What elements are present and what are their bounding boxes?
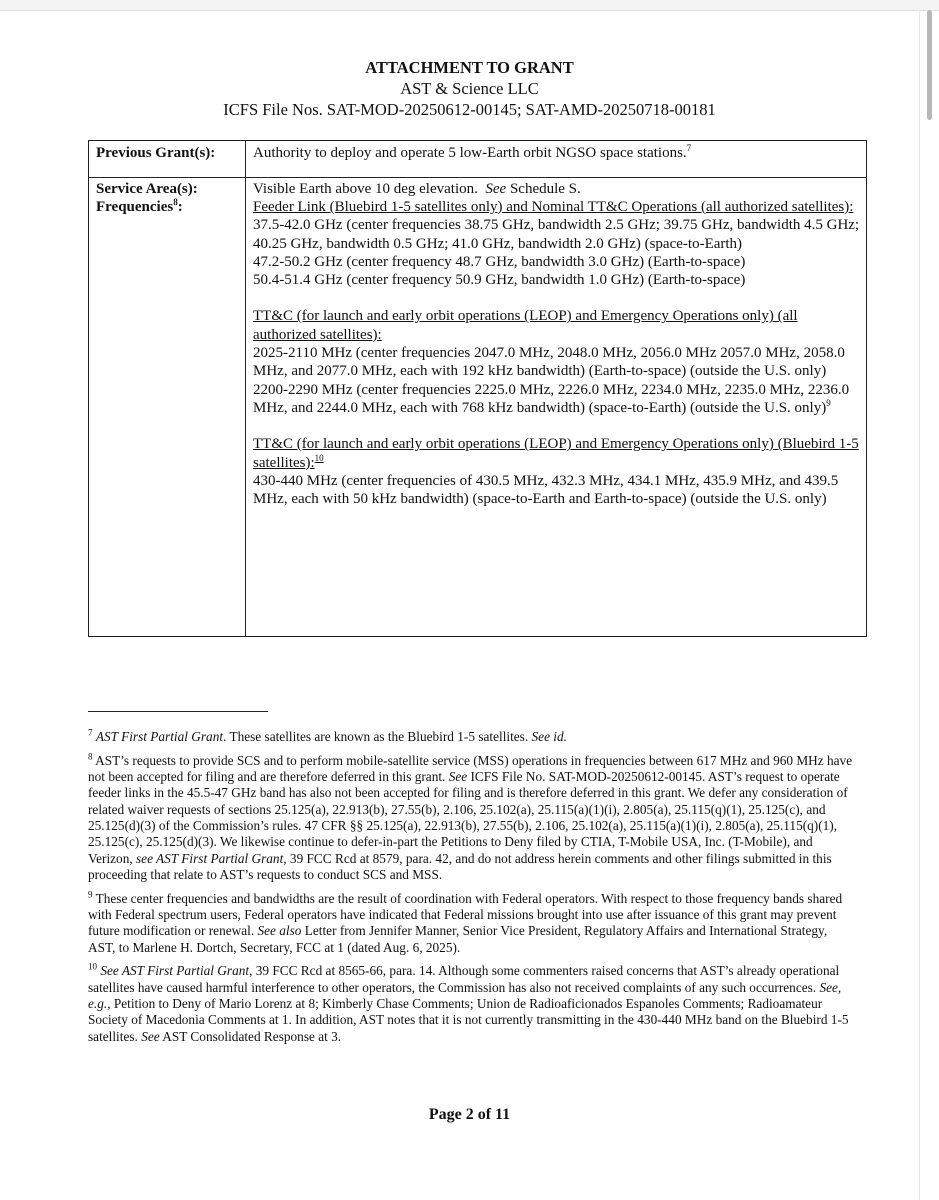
frequency-line: 50.4-51.4 GHz (center frequency 50.9 GHz, bandwidth 1.0 GHz) (Earth-to-space) [253, 272, 746, 289]
footnote-10 [88, 963, 854, 1044]
footnote-text [88, 891, 854, 956]
citation-text: See AST First Partial Grant [100, 963, 250, 979]
footnote-ref-7[interactable]: 7 [686, 143, 692, 153]
frequency-block-heading: TT&C (for launch and early orbit operations (LEOP) and Emergency Operations only) (all authorized satellites): [253, 308, 798, 343]
footnote-separator [88, 711, 268, 712]
frequency-block-heading: TT&C (for launch and early orbit operations (LEOP) and Emergency Operations only) (Bluebird 1-5 satellites):$^{10}$ [253, 436, 859, 471]
document-header [0, 57, 939, 120]
see-reference: See [485, 181, 507, 197]
frequency-line: 2200-2290 MHz (center frequencies 2225.0 MHz, 2226.0 MHz, 2234.0 MHz, 2235.0 MHz, 2236.0 MHz, and 2244.0 MHz, each with 768 kHz bandwidth) (space-to-Earth) (outside the U.S. only)$^9$ [253, 381, 850, 416]
table-row-divider [89, 177, 866, 178]
footnote-segment: . These satellites are known as the Bluebird 1-5 satellites. [223, 729, 532, 744]
block-gap [253, 289, 861, 307]
citation-text: See, e.g. [88, 979, 842, 1011]
footnote-text [88, 963, 854, 1044]
frequency-line: 37.5-42.0 GHz (center frequencies 38.75 GHz, bandwidth 2.5 GHz; 39.75 GHz, bandwidth 4.5 GHz; 40.25 GHz, bandwidth 0.5 GHz; 41.0 GHz, bandwidth 2.0 GHz) (space-to-Earth) [253, 217, 860, 252]
footnote-number: 9 [88, 889, 93, 900]
citation-text: AST First Partial Grant [95, 729, 224, 744]
frequency-line: 2025-2110 MHz (center frequencies 2047.0 MHz, 2048.0 MHz, 2056.0 MHz 2057.0 MHz, 2058.0 MHz, and 2077.0 MHz, each with 192 kHz bandwidth) (Earth-to-space) (outside the U.S. only) [253, 345, 845, 380]
citation-text: See also [257, 923, 302, 939]
block-gap [253, 417, 861, 435]
page-number: Page 2 of 11 [428, 1106, 511, 1123]
footnote-9 [88, 891, 854, 956]
previous-grant-value: Authority to deploy and operate 5 low-Earth orbit NGSO space stations.$^7$ [253, 143, 692, 161]
page-top-edge [0, 0, 939, 11]
footnote-text [88, 729, 854, 745]
footnote-segment: AST Consolidated Response at 3. [159, 1028, 342, 1044]
footnote-number: 10 [88, 961, 97, 972]
table-column-divider [245, 141, 246, 636]
document-title: ATTACHMENT TO GRANT [365, 58, 574, 77]
frequency-line: 47.2-50.2 GHz (center frequency 48.7 GHz, bandwidth 3.0 GHz) (Earth-to-space) [253, 253, 746, 270]
footnote-ref-10[interactable]: 10 [314, 452, 324, 463]
frequency-block-heading: Feeder Link (Bluebird 1-5 satellites only) and Nominal TT&C Operations (all authorized satellites): [253, 199, 854, 215]
footnote-segment: Letter from Jennifer Manner, Senior Vice President, Regulatory Affairs and International Strategy, AST, to Marlene H. Dortch, Secretary, FCC at 1 (dated Aug. 6, 2025). [88, 923, 828, 955]
footnote-segment: , 39 FCC Rcd at 8565-66, para. 14. Although some commenters raised concerns that AST’s already operational satellites have caused harmful interference to other operators, the Commission has also not received complaints of any such occurrences. [88, 963, 840, 995]
footnote-8 [88, 753, 854, 883]
service-area-label: Service Area(s): [96, 181, 198, 197]
company-name: AST & Science LLC [400, 79, 539, 98]
grant-table [88, 140, 867, 637]
footnotes [88, 729, 854, 1052]
citation-text: See [141, 1028, 160, 1044]
frequencies-label: Frequencies$^8$: [96, 197, 183, 215]
footnote-number: 7 [88, 727, 93, 738]
citation-text: See id. [531, 729, 567, 744]
service-area-value: Visible Earth above 10 deg elevation. See Schedule S. [253, 181, 581, 197]
footnote-segment: ICFS File No. SAT-MOD-20250612-00145. AST’s request to operate feeder links in the 45.5-47 GHz band has also not been accepted for filing and is therefore deferred in this grant. We defer any consideration of related waiver requests of sections 25.125(a), 22.913(b), 27.55(b), 2.106, 25.102(a), 25.115(a)(1)(i), 2.805(a), 25.115(q)(1), 25.125(c), and 25.125(d)(3) of the Commission’s rules. 47 CFR §§ 25.125(a), 22.913(b), 27.55(b), 2.106, 25.102(a), 25.115(a)(1)(i), 2.805(a), 25.115(q)(1), 25.125(c), 25.125(d)(3). We likewise continue to defer-in-part the Petitions to Deny filed by CTIA, T-Mobile USA, Inc. (T-Mobile), and Verizon, [88, 769, 848, 866]
footnote-7 [88, 729, 854, 745]
frequency-line: 430-440 MHz (center frequencies of 430.5 MHz, 432.3 MHz, 434.1 MHz, 435.9 MHz, and 439.5 MHz, each with 50 kHz bandwidth) (space-to-Earth and Earth-to-space) (outside the U.S. only) [253, 472, 839, 508]
footnote-ref-8[interactable]: 8 [173, 197, 178, 207]
footnote-segment: , 39 FCC Rcd at 8579, para. 42, and do not address herein comments and other filings submitted in this proceeding that relate to AST’s requests to conduct SCS and MSS. [88, 850, 832, 882]
footnote-segment: AST’s requests to provide SCS and to perform mobile-satellite service (MSS) operations in frequencies between 617 MHz and 960 MHz have not been accepted for filing and are therefore deferred in this grant. [88, 752, 853, 785]
footnote-segment: , Petition to Deny of Mario Lorenz at 8; Kimberly Chase Comments; Union de Radioaficionados Espanoles Comments; Radioamateur Society of Macedonia Comments at 1. In addition, AST notes that it is not currently transmitting in the 430-440 MHz band on the Bluebird 1-5 satellites. [88, 995, 849, 1044]
page-right-edge [919, 10, 920, 1200]
previous-grant-label: Previous Grant(s): [96, 145, 216, 161]
footnote-number: 8 [88, 751, 93, 762]
footnote-segment: These center frequencies and bandwidths are the result of coordination with Federal operators. With respect to those frequency bands shared with Federal spectrum users, Federal operators have indicated that Federal missions brought into use after issuance of this grant may prevent future modification or renewal. [88, 890, 843, 939]
frequencies-value [253, 198, 861, 508]
footnote-ref-9[interactable]: 9 [826, 397, 831, 408]
footnote-text [88, 753, 854, 883]
citation-text: see AST First Partial Grant [136, 850, 284, 866]
file-numbers: ICFS File Nos. SAT-MOD-20250612-00145; SAT-AMD-20250718-00181 [223, 100, 716, 119]
citation-text: See [448, 769, 468, 785]
